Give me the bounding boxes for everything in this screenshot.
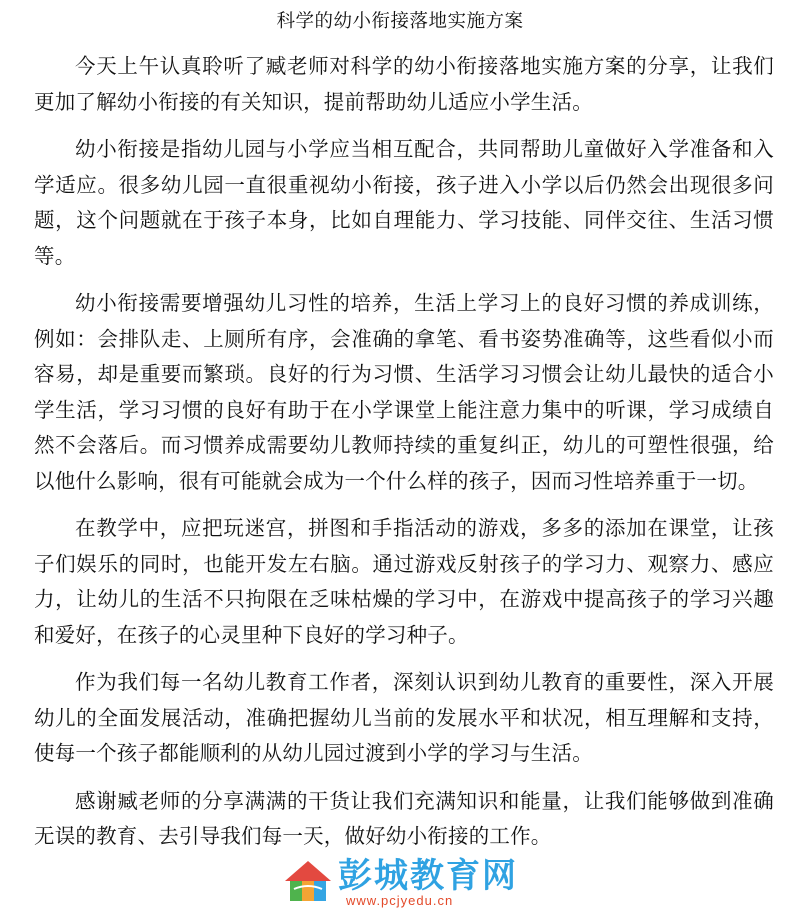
watermark-site-name: 彭城教育网	[338, 856, 518, 896]
house-book-logo-icon	[282, 859, 334, 905]
document-body	[34, 49, 774, 855]
document-title: 科学的幼小衔接落地实施方案	[276, 11, 524, 32]
paragraph-1: 今天上午认真聆听了臧老师对科学的幼小衔接落地实施方案的分享，让我们更加了解幼小衔接的有关知识，提前帮助幼儿适应小学生活。	[34, 54, 774, 114]
paragraph-3: 幼小衔接需要增强幼儿习性的培养，生活上学习上的良好习惯的养成训练，例如：会排队走、上厕所有序，会准确的拿笔、看书姿势准确等，这些看似小而容易，却是重要而繁琐。良好的行为习惯、生活学习习惯会让幼儿最快的适合小学生活，学习习惯的良好有助于在小学课堂上能注意力集中的听课，学习成绩自然不会落后。而习惯养成需要幼儿教师持续的重复纠正，幼儿的可塑性很强，给以他什么影响，很有可能就会成为一个什么样的孩子，因而习性培养重于一切。	[34, 291, 774, 493]
paragraph-2: 幼小衔接是指幼儿园与小学应当相互配合，共同帮助儿童做好入学准备和入学适应。很多幼儿园一直很重视幼小衔接，孩子进入小学以后仍然会出现很多问题，这个问题就在于孩子本身，比如自理能力、学习技能、同伴交往、生活习惯等。	[34, 137, 774, 268]
site-watermark	[282, 857, 518, 909]
paragraph-4: 在教学中，应把玩迷宫，拼图和手指活动的游戏，多多的添加在课堂，让孩子们娱乐的同时，也能开发左右脑。通过游戏反射孩子的学习力、观察力、感应力，让幼儿的生活不只拘限在乏味枯燥的学习中，在游戏中提高孩子的学习兴趣和爱好，在孩子的心灵里种下良好的学习种子。	[34, 516, 774, 647]
watermark-site-url: www.pcjyedu.cn	[346, 893, 454, 908]
paragraph-6: 感谢臧老师的分享满满的干货让我们充满知识和能量，让我们能够做到准确无误的教育、去引导我们每一天，做好幼小衔接的工作。	[34, 788, 774, 848]
paragraph-5: 作为我们每一名幼儿教育工作者，深刻认识到幼儿教育的重要性，深入开展幼儿的全面发展活动，准确把握幼儿当前的发展水平和状况，相互理解和支持，使每一个孩子都能顺利的从幼儿园过渡到小学的学习与生活。	[34, 670, 774, 765]
